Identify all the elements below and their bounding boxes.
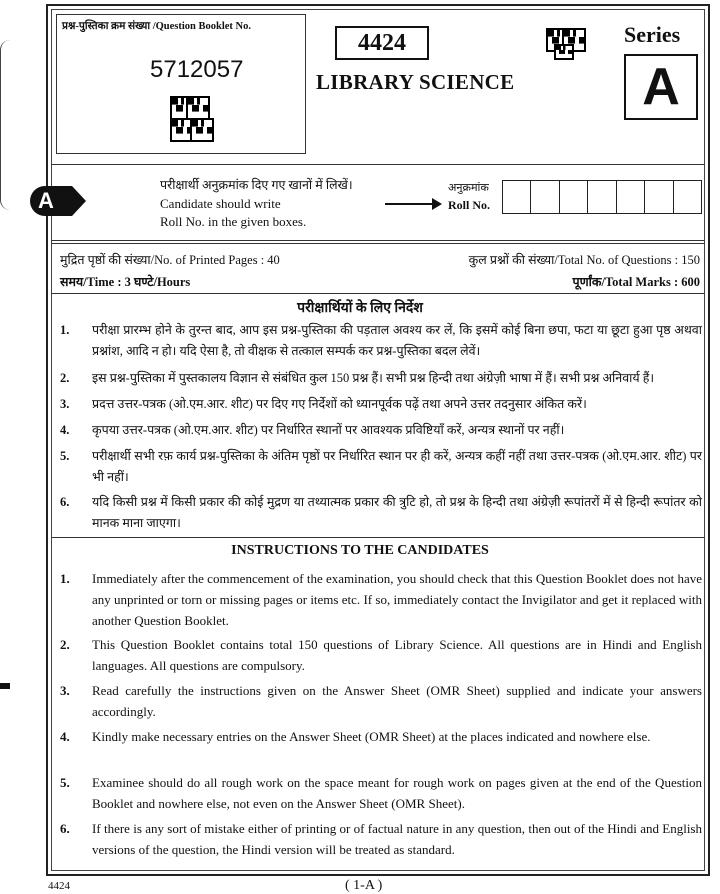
roll-digit-box[interactable]: [674, 181, 701, 213]
hindi-instructions-heading: परीक्षार्थियों के लिए निर्देश: [297, 301, 423, 316]
list-item: 6. यदि किसी प्रश्न में किसी प्रकार की कोई मुद्रण या तथ्यात्मक प्रकार की त्रुटि हो, तो प्रश्न के हिन्दी तथा अंग्रेज़ी रूपांतरों में से हिन्दी रूपांतर को मानक माना जाएगा।: [60, 495, 702, 530]
roll-digit-box[interactable]: [531, 181, 559, 213]
page-edge-dash: [0, 683, 10, 689]
roll-digit-box[interactable]: [560, 181, 588, 213]
divider: [51, 243, 705, 244]
arrow-right-icon: [432, 198, 442, 210]
roll-digit-box[interactable]: [617, 181, 645, 213]
list-item: 4. कृपया उत्तर-पत्रक (ओ.एम.आर. शीट) पर निर्धारित स्थानों पर आवश्यक प्रविष्टियाँ करें, अन्यत्र स्थानों पर नहीं।: [60, 423, 565, 437]
total-marks: पूर्णांक/Total Marks : 600: [572, 275, 700, 289]
list-item: 6. If there is any sort of mistake either of printing or of factual nature in any question, then out of the Hindi and English versions of the question, the Hindi version will be treated as standard.: [60, 821, 702, 857]
english-instructions-heading: INSTRUCTIONS TO THE CANDIDATES: [231, 543, 489, 558]
list-item: 2. इस प्रश्न-पुस्तिका में पुस्तकालय विज्ञान से संबंधित कुल 150 प्रश्न हैं। सभी प्रश्न हिन्दी तथा अंग्रेज़ी भाषा में हैं। सभी प्रश्न अनिवार्य हैं।: [60, 371, 655, 385]
divider: [51, 240, 705, 241]
qr-code-icon: [186, 96, 210, 120]
list-item: 3. प्रदत्त उत्तर-पत्रक (ओ.एम.आर. शीट) पर दिए गए निर्देशों को ध्यानपूर्वक पढ़ें तथा अपने उत्तर तदनुसार अंकित करें।: [60, 397, 587, 411]
subject-title: LIBRARY SCIENCE: [316, 70, 515, 94]
series-value: A: [624, 54, 698, 120]
list-item: 5. Examinee should do all rough work on the space meant for rough work on pages given at the end of the Question Booklet and nowhere else, not even on the Answer Sheet (OMR Sheet).: [60, 775, 702, 811]
qr-code-icon: [554, 44, 574, 60]
page-number: ( 1-A ): [345, 878, 383, 893]
arrow-line: [385, 203, 435, 205]
qr-code-icon: [190, 118, 214, 142]
list-item: 5. परीक्षार्थी सभी रफ़ कार्य प्रश्न-पुस्तिका के अंतिम पृष्ठों पर निर्धारित स्थान पर ही करें, अन्यत्र कहीं नहीं तथा उत्तर-पत्रक (ओ.एम.आर. शीट) पर भी नहीं।: [60, 449, 702, 484]
total-questions: कुल प्रश्नों की संख्या/Total No. of Questions : 150: [468, 253, 700, 267]
roll-instruction-en-2: Roll No. in the given boxes.: [160, 214, 307, 229]
divider: [51, 537, 705, 538]
booklet-label: प्रश्न-पुस्तिका क्रम संख्या /Question Booklet No.: [62, 21, 251, 32]
page-edge-mark: [0, 40, 11, 210]
list-item: 1. Immediately after the commencement of the examination, you should check that this Question Booklet does not have any unprinted or torn or missing pages or items etc. If so, immediately contact the Invigilator and get it replaced with another Question Booklet.: [60, 571, 702, 628]
list-item: 4. Kindly make necessary entries on the Answer Sheet (OMR Sheet) at the places indicated and nowhere else.: [60, 729, 651, 744]
list-item: 2. This Question Booklet contains total 150 questions of Library Science. All questions are in Hindi and English languages. All questions are compulsory.: [60, 637, 702, 673]
roll-digit-box[interactable]: [645, 181, 673, 213]
list-item: 1. परीक्षा प्रारम्भ होने के तुरन्त बाद, आप इस प्रश्न-पुस्तिका की पड़ताल अवश्य कर लें, कि इसमें कोई बिना छपा, फटा या छूटा हुआ पृष्ठ अथवा प्रश्नांश, आदि न हो। यदि ऐसा है, तो वीक्षक से तत्काल सम्पर्क कर प्रश्न-पुस्तिका बदल लेवें।: [60, 323, 702, 358]
booklet-number: 5712057: [150, 56, 244, 83]
paper-code: 4424: [335, 26, 429, 60]
roll-digit-box[interactable]: [588, 181, 616, 213]
time-allowed: समय/Time : 3 घण्टे/Hours: [60, 275, 191, 289]
roll-number-boxes[interactable]: [502, 180, 702, 214]
roll-instruction-en-1: Candidate should write: [160, 196, 281, 211]
series-badge: A: [30, 186, 72, 216]
printed-pages: मुद्रित पृष्ठों की संख्या/No. of Printed Pages : 40: [60, 253, 280, 267]
footer-code: 4424: [48, 880, 70, 892]
roll-label-hindi: अनुक्रमांक: [448, 182, 489, 194]
divider: [51, 293, 705, 294]
roll-label-en: Roll No.: [448, 198, 490, 212]
roll-digit-box[interactable]: [503, 181, 531, 213]
series-label: Series: [624, 22, 681, 47]
divider: [51, 164, 705, 165]
roll-instruction-hindi: परीक्षार्थी अनुक्रमांक दिए गए खानों में लिखें।: [160, 178, 353, 192]
list-item: 3. Read carefully the instructions given on the Answer Sheet (OMR Sheet) supplied and indicate your answers accordingly.: [60, 683, 702, 719]
